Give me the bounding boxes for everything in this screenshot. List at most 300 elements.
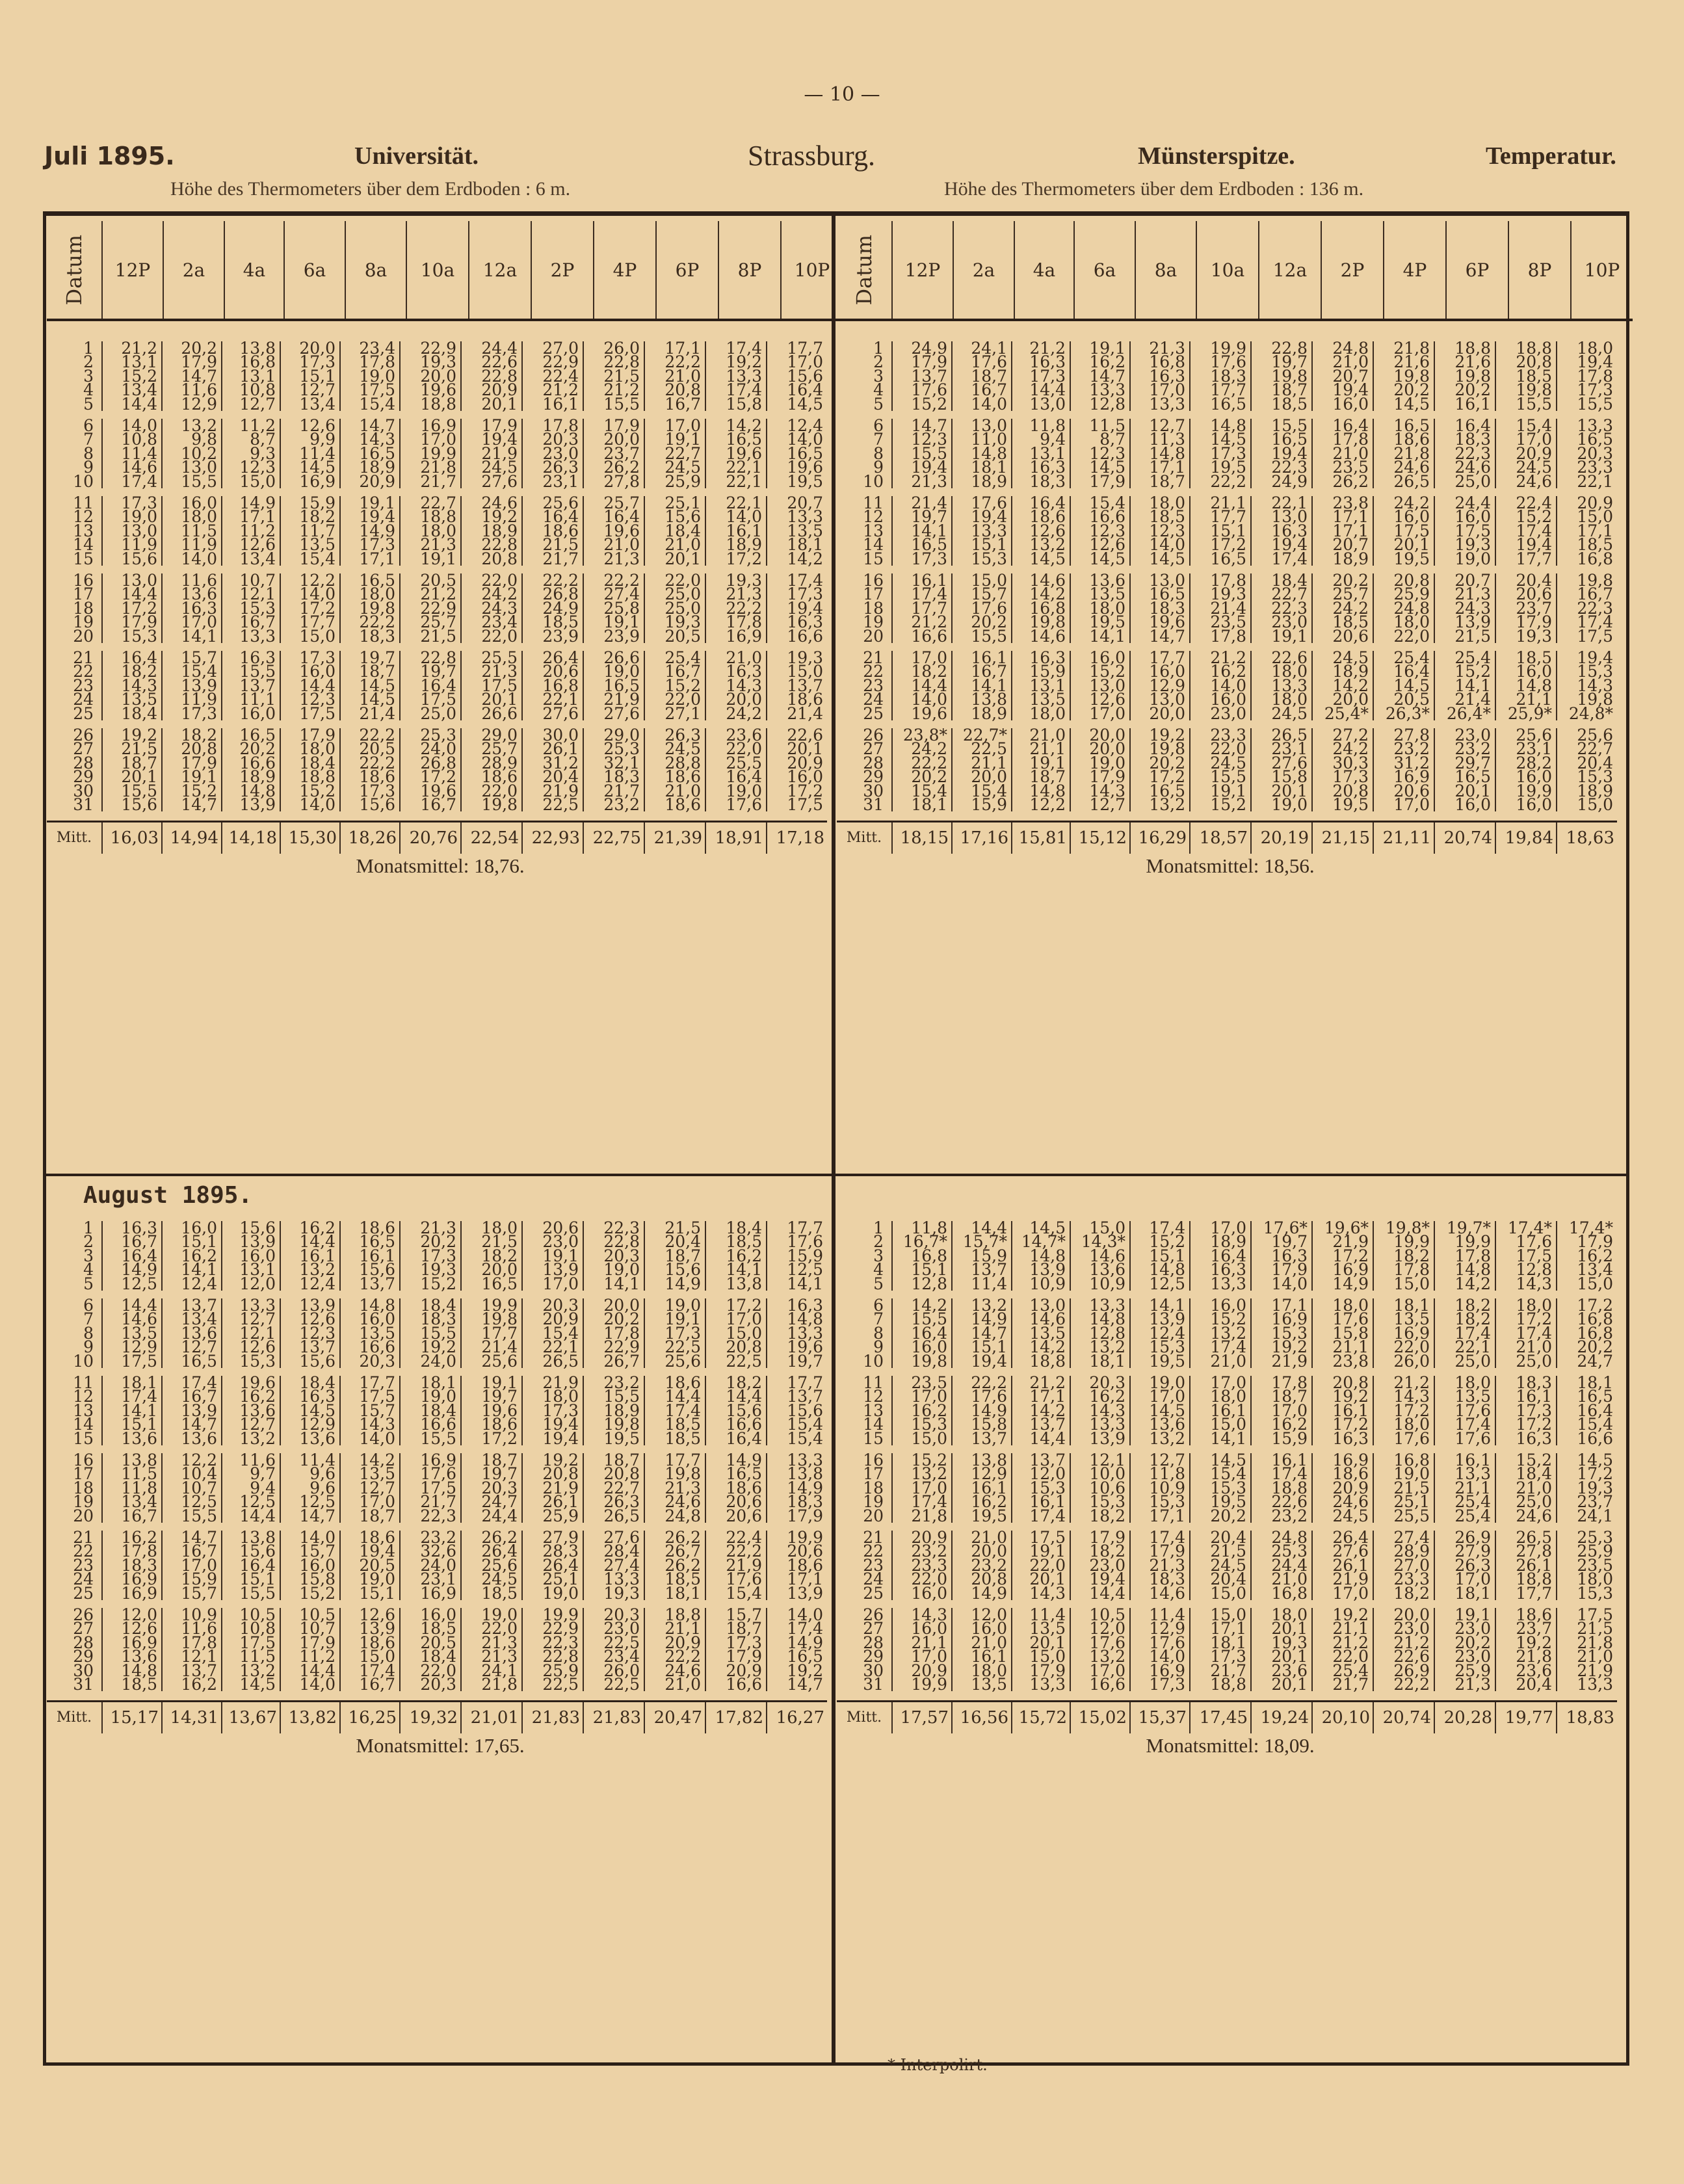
- value-cell: 19,8: [891, 1354, 951, 1368]
- value-cell: 21,5: [1373, 1481, 1434, 1495]
- header-hour: [163, 221, 224, 319]
- value-cell: 24,1: [1556, 1509, 1617, 1523]
- value-cell: 16,7: [1556, 587, 1617, 601]
- value-cell: 20,0: [705, 692, 766, 706]
- monatsmittel: Monatsmittel: 17,65.: [356, 1734, 525, 1757]
- value-cell: 18,7: [460, 1453, 521, 1467]
- value-cell: 20,9: [644, 1636, 705, 1650]
- value-cell: 11,6: [161, 383, 221, 397]
- value-cell: 26,5: [1495, 1531, 1556, 1544]
- mittel-value: 20,76: [399, 822, 460, 854]
- day-cell: 8: [83, 443, 94, 463]
- value-cell: 15,9: [280, 496, 339, 510]
- day-cell: 29: [73, 767, 94, 787]
- value-cell: 17,0: [399, 432, 460, 446]
- value-cell: 21,0: [1556, 1650, 1617, 1663]
- value-cell: 18,1: [1373, 1298, 1434, 1312]
- value-cell: 20,1: [460, 397, 521, 411]
- value-cell: 26,6: [460, 707, 521, 720]
- value-cell: 28,2: [1495, 756, 1556, 770]
- value-cell: 19,4: [1250, 447, 1311, 460]
- value-cell: 18,5: [1129, 510, 1189, 523]
- value-cell: 11,7: [280, 524, 339, 538]
- day-cell: 17: [73, 1464, 94, 1484]
- value-cell: 17,7: [280, 615, 339, 629]
- value-cell: 15,0: [1189, 1417, 1250, 1431]
- value-cell: 21,8: [399, 460, 460, 474]
- value-cell: 17,1: [766, 1572, 827, 1586]
- value-cell: 17,2: [1495, 1417, 1556, 1431]
- value-cell: 17,9: [280, 1636, 339, 1650]
- value-cell: 16,5: [705, 432, 766, 446]
- value-cell: 22,0: [644, 573, 705, 587]
- value-cell: 19,2: [460, 510, 521, 523]
- value-cell: 14,4: [1070, 1586, 1129, 1600]
- value-cell: 15,5: [399, 1432, 460, 1445]
- value-cell: 21,4: [766, 707, 827, 720]
- value-cell: 17,6: [399, 1467, 460, 1480]
- value-cell: 24,6: [644, 1664, 705, 1677]
- value-cell: 12,7: [221, 1312, 280, 1326]
- value-cell: 18,0: [1556, 341, 1617, 355]
- value-cell: 15,2: [1129, 1235, 1189, 1248]
- value-cell: 21,2: [1011, 341, 1070, 355]
- value-cell: 16,4: [705, 770, 766, 783]
- value-cell: 27,6: [583, 707, 644, 720]
- value-cell: 15,3: [1189, 1481, 1250, 1495]
- value-cell: 21,5: [101, 742, 161, 756]
- value-cell: 25,3: [583, 742, 644, 756]
- mittel-value: 20,47: [644, 1702, 705, 1733]
- column-label: 2a: [182, 259, 205, 281]
- value-cell: 16,5: [1250, 432, 1311, 446]
- value-cell: 17,5: [221, 1636, 280, 1650]
- column-label: 6P: [1465, 259, 1490, 281]
- value-cell: 18,0: [1250, 664, 1311, 678]
- mittel-value: 18,63: [1556, 822, 1617, 854]
- value-cell: 15,7: [339, 1404, 399, 1417]
- value-cell: 16,0: [1495, 798, 1556, 811]
- value-cell: 21,6: [1373, 355, 1434, 369]
- value-cell: 24,2: [1311, 601, 1373, 615]
- day-cell: 18: [73, 598, 94, 618]
- value-cell: 16,3: [280, 1389, 339, 1403]
- value-cell: 21,0: [1250, 1572, 1311, 1586]
- value-cell: 16,1: [1434, 1453, 1495, 1467]
- value-cell: 19,4: [1070, 1572, 1129, 1586]
- mittel-value: 16,56: [951, 1702, 1011, 1733]
- value-cell: 14,1: [1129, 1298, 1189, 1312]
- value-cell: 16,0: [1495, 664, 1556, 678]
- value-cell: 20,3: [583, 1608, 644, 1622]
- value-cell: 18,6: [644, 770, 705, 783]
- mittel-value: 16,25: [339, 1702, 399, 1733]
- value-cell: 13,2: [221, 1664, 280, 1677]
- value-cell: 9,8: [161, 432, 221, 446]
- value-cell: 23,1: [1495, 742, 1556, 756]
- day-cell: 16: [863, 1451, 884, 1469]
- value-cell: 21,2: [1311, 1636, 1373, 1650]
- table-row: [47, 549, 827, 568]
- value-cell: 14,2: [339, 1453, 399, 1467]
- value-cell: 17,6: [951, 355, 1011, 369]
- value-cell: 20,9: [1311, 1481, 1373, 1495]
- middle-divider: [832, 211, 835, 2064]
- value-cell: 13,5: [1011, 1622, 1070, 1635]
- value-cell: 19,8: [1250, 369, 1311, 383]
- value-cell: 17,3: [280, 355, 339, 369]
- header-hour: [891, 221, 953, 319]
- value-cell: 14,5: [1189, 432, 1250, 446]
- column-label: 10a: [420, 259, 455, 281]
- value-cell: 17,4: [1250, 1467, 1311, 1480]
- value-cell: 18,3: [1011, 475, 1070, 488]
- value-cell: 22,3: [1250, 601, 1311, 615]
- value-cell: 19,2: [1495, 1636, 1556, 1650]
- value-cell: 12,3: [1070, 447, 1129, 460]
- value-cell: 15,0: [1070, 1221, 1129, 1235]
- value-cell: 18,0: [1070, 601, 1129, 615]
- month-title-august: August 1895.: [83, 1182, 253, 1209]
- value-cell: 14,0: [891, 692, 951, 706]
- value-cell: 17,8: [101, 1544, 161, 1558]
- value-cell: 18,6: [339, 1531, 399, 1544]
- value-cell: 24,2: [1311, 742, 1373, 756]
- value-cell: 16,9: [101, 1586, 161, 1600]
- value-cell: 22,4: [521, 369, 583, 383]
- value-cell: 18,2: [1070, 1509, 1129, 1523]
- day-cell: 31: [73, 795, 94, 814]
- value-cell: 20,4: [1556, 756, 1617, 770]
- value-cell: 15,7: [951, 587, 1011, 601]
- value-cell: 24,2: [1373, 496, 1434, 510]
- value-cell: 17,3: [339, 538, 399, 551]
- value-cell: 23,2: [1434, 742, 1495, 756]
- value-cell: 17,2: [101, 601, 161, 615]
- day-cell: 13: [863, 521, 884, 540]
- value-cell: 18,5: [521, 615, 583, 629]
- day-cell: 12: [863, 1387, 884, 1406]
- value-cell: 21,3: [1129, 1559, 1189, 1572]
- value-cell: 19,2: [1311, 1608, 1373, 1622]
- value-cell: 23,0: [1434, 1622, 1495, 1635]
- value-cell: 16,0: [339, 1312, 399, 1326]
- value-cell: 11,2: [221, 524, 280, 538]
- value-cell: 19,9: [1373, 1235, 1434, 1248]
- value-cell: 18,7: [101, 756, 161, 770]
- value-cell: 26,2: [1311, 475, 1373, 488]
- value-cell: 13,6: [280, 1432, 339, 1445]
- value-cell: 18,2: [101, 664, 161, 678]
- value-cell: 12,6: [339, 1608, 399, 1622]
- value-cell: 26,8: [521, 587, 583, 601]
- value-cell: 25,6: [644, 1354, 705, 1368]
- monatsmittel: Monatsmittel: 18,56.: [1146, 854, 1315, 878]
- column-label: 4P: [1402, 259, 1427, 281]
- value-cell: 16,0: [1189, 1298, 1250, 1312]
- value-cell: 16,1: [1311, 1404, 1373, 1417]
- value-cell: 17,3: [644, 1326, 705, 1340]
- month-separator: [43, 1174, 1629, 1176]
- day-cell: 18: [73, 1478, 94, 1497]
- value-cell: 15,5: [399, 1326, 460, 1340]
- value-cell: 19,4: [339, 510, 399, 523]
- value-cell: 20,2: [951, 615, 1011, 629]
- value-cell: 13,6: [161, 587, 221, 601]
- day-cell: 14: [73, 535, 94, 555]
- day-cell: 6: [83, 416, 94, 435]
- value-cell: 20,2: [1129, 756, 1189, 770]
- mittel-value: 20,74: [1434, 822, 1495, 854]
- value-cell: 13,3: [705, 369, 766, 383]
- value-cell: 18,1: [766, 538, 827, 551]
- day-cell: 28: [863, 753, 884, 772]
- value-cell: 18,0: [161, 510, 221, 523]
- value-cell: 19,5: [1189, 460, 1250, 474]
- column-label: 6P: [675, 259, 700, 281]
- value-cell: 19,7: [460, 1467, 521, 1480]
- value-cell: 10,2: [161, 447, 221, 460]
- value-cell: 19,7: [1250, 1235, 1311, 1248]
- value-cell: 18,0: [1495, 1298, 1556, 1312]
- value-cell: 19,0: [1129, 1376, 1189, 1389]
- value-cell: 16,7: [399, 798, 460, 811]
- value-cell: 21,3: [1434, 1677, 1495, 1691]
- value-cell: 17,6: [1434, 1404, 1495, 1417]
- value-cell: 17,4: [891, 587, 951, 601]
- value-cell: 21,5: [460, 1235, 521, 1248]
- value-cell: 26,9: [1373, 1664, 1434, 1677]
- value-cell: 17,1: [1129, 460, 1189, 474]
- mittel-value: 18,57: [1189, 822, 1250, 854]
- value-cell: 14,4: [101, 587, 161, 601]
- value-cell: 16,2: [1070, 1389, 1129, 1403]
- value-cell: 19,9: [1434, 1235, 1495, 1248]
- value-cell: 14,3: [1070, 1404, 1129, 1417]
- value-cell: 16,9: [1129, 1664, 1189, 1677]
- value-cell: 24,6: [1434, 460, 1495, 474]
- value-cell: 16,8: [521, 679, 583, 692]
- value-cell: 26,1: [1311, 1559, 1373, 1572]
- value-cell: 17,4: [1189, 1340, 1250, 1354]
- value-cell: 14,4: [101, 1298, 161, 1312]
- value-cell: 15,5: [891, 1312, 951, 1326]
- value-cell: 12,7: [221, 397, 280, 411]
- value-cell: 13,9: [280, 1298, 339, 1312]
- table-row: [47, 626, 827, 646]
- value-cell: 20,0: [460, 1263, 521, 1276]
- value-cell: 19,0: [705, 784, 766, 798]
- value-cell: 17,7: [460, 1326, 521, 1340]
- value-cell: 14,4: [280, 1235, 339, 1248]
- value-cell: 16,5: [1129, 784, 1189, 798]
- value-cell: 19,6: [891, 707, 951, 720]
- value-cell: 12,8: [1070, 1326, 1129, 1340]
- day-cell: 24: [863, 1570, 884, 1589]
- value-cell: 23,2: [951, 1559, 1011, 1572]
- value-cell: 20,4: [521, 770, 583, 783]
- value-cell: 15,8: [951, 1417, 1011, 1431]
- value-cell: 18,8: [1250, 1481, 1311, 1495]
- value-cell: 15,4: [705, 1586, 766, 1600]
- value-cell: 16,7: [951, 383, 1011, 397]
- value-cell: 20,2: [1189, 1509, 1250, 1523]
- day-cell: 25: [863, 1583, 884, 1603]
- value-cell: 13,0: [951, 419, 1011, 432]
- value-cell: 19,2: [705, 355, 766, 369]
- station-right-title: Münsterspitze.: [1138, 142, 1295, 170]
- value-cell: 17,8: [1373, 1263, 1434, 1276]
- value-cell: 11,9: [161, 692, 221, 706]
- value-cell: 14,6: [1129, 1586, 1189, 1600]
- value-cell: 15,6: [766, 1404, 827, 1417]
- day-cell: 15: [73, 549, 94, 568]
- value-cell: 18,1: [1070, 1354, 1129, 1368]
- value-cell: 11,4: [1129, 1608, 1189, 1622]
- value-cell: 18,4: [399, 1298, 460, 1312]
- value-cell: 16,4: [1373, 664, 1434, 678]
- value-cell: 11,2: [280, 1650, 339, 1663]
- value-cell: 13,3: [766, 1453, 827, 1467]
- value-cell: 17,9: [161, 756, 221, 770]
- value-cell: 20,1: [1250, 784, 1311, 798]
- value-cell: 20,8: [521, 1467, 583, 1480]
- value-cell: 15,2: [161, 784, 221, 798]
- value-cell: 14,6: [1011, 629, 1070, 643]
- value-cell: 29,0: [583, 728, 644, 742]
- value-cell: 14,4: [1011, 1432, 1070, 1445]
- value-cell: 27,0: [1373, 1559, 1434, 1572]
- value-cell: 21,8: [1373, 341, 1434, 355]
- value-cell: 17,3: [1495, 1404, 1556, 1417]
- value-cell: 23,0: [1434, 728, 1495, 742]
- value-cell: 18,8: [1495, 341, 1556, 355]
- value-cell: 19,3: [399, 1263, 460, 1276]
- day-cell: 28: [73, 1633, 94, 1652]
- day-cell: 20: [863, 626, 884, 646]
- value-cell: 23,2: [1250, 1509, 1311, 1523]
- value-cell: 20,2: [891, 770, 951, 783]
- value-cell: 24,5: [1311, 651, 1373, 664]
- value-cell: 21,2: [1189, 651, 1250, 664]
- value-cell: 21,3: [460, 664, 521, 678]
- value-cell: 21,5: [644, 1221, 705, 1235]
- value-cell: 25,5: [1373, 1509, 1434, 1523]
- value-cell: 12,2: [1011, 798, 1070, 811]
- value-cell: 13,3: [1250, 679, 1311, 692]
- header-hour: [593, 221, 655, 319]
- value-cell: 14,5: [221, 1677, 280, 1691]
- value-cell: 15,9: [766, 1249, 827, 1263]
- value-cell: 23,0: [1070, 1559, 1129, 1572]
- value-cell: 20,5: [399, 1636, 460, 1650]
- value-cell: 18,9: [1311, 552, 1373, 566]
- value-cell: 25,3: [399, 728, 460, 742]
- value-cell: 11,0: [951, 432, 1011, 446]
- value-cell: 27,4: [583, 587, 644, 601]
- value-cell: 18,3: [339, 629, 399, 643]
- value-cell: 17,7: [644, 1453, 705, 1467]
- value-cell: 17,3: [101, 496, 161, 510]
- value-cell: 15,4: [521, 1326, 583, 1340]
- value-cell: 18,7: [339, 1509, 399, 1523]
- value-cell: 16,3: [1011, 460, 1070, 474]
- day-cell: 8: [83, 1323, 94, 1343]
- value-cell: 12,7: [221, 1417, 280, 1431]
- value-cell: 16,9: [1311, 1263, 1373, 1276]
- value-cell: 17,6: [1189, 355, 1250, 369]
- parameter-title: Temperatur.: [1486, 142, 1616, 170]
- value-cell: 18,5: [644, 1572, 705, 1586]
- value-cell: 22,9: [399, 341, 460, 355]
- day-cell: 18: [863, 598, 884, 618]
- value-cell: 20,1: [1011, 1572, 1070, 1586]
- value-cell: 20,1: [1011, 1636, 1070, 1650]
- value-cell: 15,6: [705, 1404, 766, 1417]
- value-cell: 21,2: [1373, 1636, 1434, 1650]
- value-cell: 16,2: [161, 1677, 221, 1691]
- value-cell: 22,6: [1373, 1650, 1434, 1663]
- value-cell: 17,6: [1129, 1636, 1189, 1650]
- value-cell: 22,1: [521, 692, 583, 706]
- value-cell: 19,4: [951, 510, 1011, 523]
- value-cell: 16,7: [644, 664, 705, 678]
- mittel-value: 17,82: [705, 1702, 766, 1733]
- value-cell: 27,9: [521, 1531, 583, 1544]
- table-row: [47, 704, 827, 723]
- value-cell: 12,6: [1070, 538, 1129, 551]
- value-cell: 20,4: [1495, 1677, 1556, 1691]
- value-cell: 14,3: [101, 679, 161, 692]
- value-cell: 16,0: [1495, 770, 1556, 783]
- value-cell: 25,4: [644, 651, 705, 664]
- value-cell: 29,0: [460, 728, 521, 742]
- value-cell: 23,0: [1434, 1650, 1495, 1663]
- value-cell: 17,7: [339, 1376, 399, 1389]
- value-cell: 19,1: [644, 432, 705, 446]
- value-cell: 14,8: [1495, 679, 1556, 692]
- value-cell: 14,8: [1434, 1263, 1495, 1276]
- value-cell: 22,1: [705, 460, 766, 474]
- header-hour: [1570, 221, 1633, 319]
- value-cell: 23,0: [583, 1622, 644, 1635]
- value-cell: 16,5: [339, 573, 399, 587]
- value-cell: 25,1: [521, 1572, 583, 1586]
- value-cell: 20,5: [1373, 692, 1434, 706]
- value-cell: 25,3: [1250, 1544, 1311, 1558]
- value-cell: 21,9: [1250, 1354, 1311, 1368]
- value-cell: 17,0: [1373, 798, 1434, 811]
- value-cell: 17,6: [1373, 1432, 1434, 1445]
- value-cell: 17,6: [951, 1389, 1011, 1403]
- value-cell: 18,3: [1189, 369, 1250, 383]
- value-cell: 21,5: [1189, 1544, 1250, 1558]
- value-cell: 13,5: [1070, 587, 1129, 601]
- table-row: [47, 1583, 827, 1603]
- value-cell: 14,4: [705, 1389, 766, 1403]
- value-cell: 18,5: [705, 1235, 766, 1248]
- value-cell: 18,3: [101, 1559, 161, 1572]
- value-cell: 15,0: [891, 1432, 951, 1445]
- value-cell: 14,0: [161, 552, 221, 566]
- value-cell: 16,5: [583, 679, 644, 692]
- table-row: [837, 626, 1617, 646]
- value-cell: 13,4: [101, 383, 161, 397]
- value-cell: 13,4: [101, 1495, 161, 1508]
- value-cell: 19,3: [644, 615, 705, 629]
- value-cell: 13,3: [221, 629, 280, 643]
- value-cell: 26,7: [583, 1354, 644, 1368]
